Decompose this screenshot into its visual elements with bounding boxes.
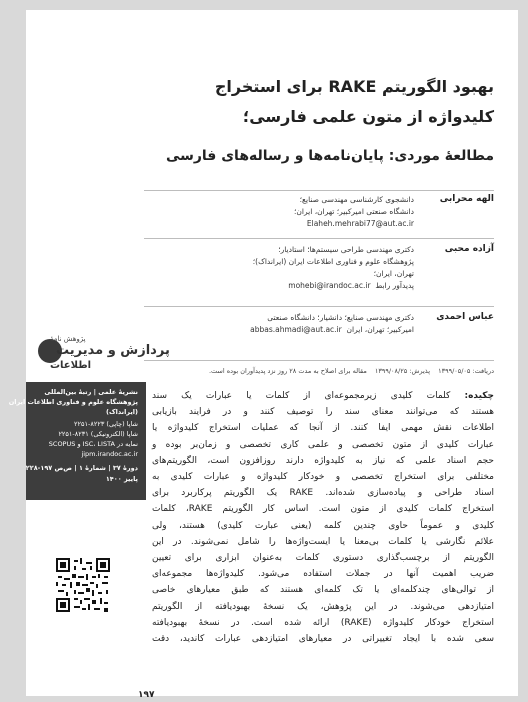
abstract-line: الگوریتم از برچسب‌گذاری دستوری کلمات به‌عنوان ابزاری برای تعیین [152,553,494,564]
author-name: آزاده محبی [444,244,494,254]
article-title [64,72,494,132]
article-dates [134,367,494,375]
affiliation-line: پژوهشگاه علوم و فناوری اطلاعات ایران (ایرانداک)؛ [252,257,414,266]
journal-info-line: پاییز ۱۴۰۰ [105,475,138,483]
journal-logo [36,333,170,373]
abstract-label: چکیده: [464,391,494,401]
abstract-line: مختلفی برای استخراج تخصصی و خودکار کلیدواژه و عبارات کلیدی به [152,472,494,483]
affiliation-line: تهران، ایران؛ [373,269,414,278]
journal-website[interactable]: jipm.irandoc.ac.ir [81,450,138,458]
journal-info-line: دورهٔ ۳۷ | شمارهٔ ۱ | ص‌ص ۱۹۷-۲۲۸ [25,464,138,472]
author-email[interactable]: abbas.ahmadi@aut.ac.ir [250,325,342,334]
title-line-2: کلیدواژه از متون علمی فارسی؛ [242,107,494,126]
abstract [152,388,494,647]
journal-info-line: (ایرانداک) [106,408,138,416]
abstract-line: هستند که می‌توانند معنای سند را توصیف کنند و در فرایند بازیابی [152,407,494,418]
abstract-line: چکیده: کلمات کلیدی زیرمجموعه‌ای از کلمات یا عبارات یک سند [152,391,494,401]
journal-info-line: نشریهٔ علمی | رتبهٔ بین‌المللی [44,388,138,396]
divider [144,190,494,191]
author-email[interactable]: mohebi@irandoc.ac.ir [288,281,371,290]
author-affiliation [134,244,414,292]
divider [144,238,494,239]
journal-info-box [8,382,146,500]
journal-info-line: شاپا (چاپی) ۸۲۲۳-۲۲۵۱ [74,420,138,428]
author-email[interactable]: Elaheh.mehrabi77@aut.ac.ir [306,219,414,228]
author-name: الهه محرابی [439,194,494,204]
abstract-line: اطلاعات نقش مهمی ایفا کنند. از آنجا که عملیات استخراج کلیدواژه یا [152,423,494,434]
paper-page [8,10,518,700]
qr-code-icon [56,558,110,612]
abstract-line: سعی شده با ایجاد تغییراتی در معیارهای امتیازدهی عبارات کاندید، دقت [152,634,494,645]
abstract-line: ضریب اهمیت آنها در جملات استفاده می‌شود. کلیدواژه‌ها مجموعه‌ای [152,569,494,580]
abstract-line: استخراج خودکار کلیدواژه (RAKE) ارائه شده است. در نسخهٔ بهبودیافته [152,617,494,628]
author-affiliation [134,312,414,336]
logo-text-2: پردازش و مدیریت [56,343,170,358]
abstract-line: حجم اسناد علمی که نیاز به کلیدواژه دارند روزافزون است، الگوریتم‌های [152,455,494,466]
accepted-date: پذیرش: ۱۳۹۹/۰۸/۲۵ [374,367,431,375]
abstract-line: استخراج کلمات کلیدی از متون است. اساس کار الگوریتم RAKE، کلمات [152,504,494,515]
abstract-line: اسناد طراحی و پیاده‌سازی شده‌اند. RAKE یک الگوریتم پرکاربرد برای [152,488,494,499]
revision-note: مقاله برای اصلاح به مدت ۲۸ روز نزد پدیدآوران بوده است. [208,367,367,375]
journal-info-line: نمایه در ISC، LISTA و SCOPUS [48,440,138,448]
affiliation-line: دکتری مهندسی صنایع؛ دانشیار؛ دانشگاه صنعتی [267,313,414,322]
received-date: دریافت: ۱۳۹۹/۰۵/۰۵ [438,367,494,375]
affiliation-line: دانشگاه صنعتی امیرکبیر؛ تهران، ایران؛ [294,207,414,216]
page-number: ۱۹۷ [138,690,155,700]
author-affiliation [134,194,414,230]
abstract-line: علائم نگارشی یا کلمات بی‌معنا یا ایست‌واژه‌ها را شامل نمی‌شوند. در این [152,536,494,547]
logo-text-3: اطلاعات [50,360,92,371]
abstract-line: امتیازدهی می‌شوند. در این پژوهش، یک نسخهٔ بهبودیافته از الگوریتم [152,601,494,612]
affiliation-line: دانشجوی کارشناسی مهندسی صنایع؛ [299,195,414,204]
author-name: عباس احمدی [436,312,494,322]
title-line-1: بهبود الگوریتم RAKE برای استخراج [214,77,494,96]
divider [144,360,494,361]
journal-info-line: شاپا (الکترونیکی) ۸۲۳۱-۲۲۵۱ [58,430,138,438]
corresponding-author-label: پدیدآور رابط [375,281,414,290]
affiliation-line: امیرکبیر؛ تهران، ایران [346,325,414,334]
affiliation-line: دکتری مهندسی طراحی سیستم‌ها؛ استادیار؛ [278,245,414,254]
article-subtitle: مطالعهٔ موردی: پایان‌نامه‌ها و رساله‌های فارسی [165,148,494,164]
abstract-line: کلیدی و عموماً حاوی چندین کلمه (یعنی عبارت کلیدی) هستند، ولی [152,520,494,531]
logo-text-1: پژوهش نامهٔ [50,335,86,343]
journal-info-line: پژوهشگاه علوم و فناوری اطلاعات ایران [8,398,138,406]
divider [144,306,494,307]
abstract-line: عبارات کلیدی از متون تخصصی و علمی کاری تخصصی و زمان‌بر بوده و [152,439,494,450]
abstract-line: از توالی‌های چندکلمه‌ای یا تک کلمه‌ای هستند که طبق معیارهای خاصی [152,585,494,596]
